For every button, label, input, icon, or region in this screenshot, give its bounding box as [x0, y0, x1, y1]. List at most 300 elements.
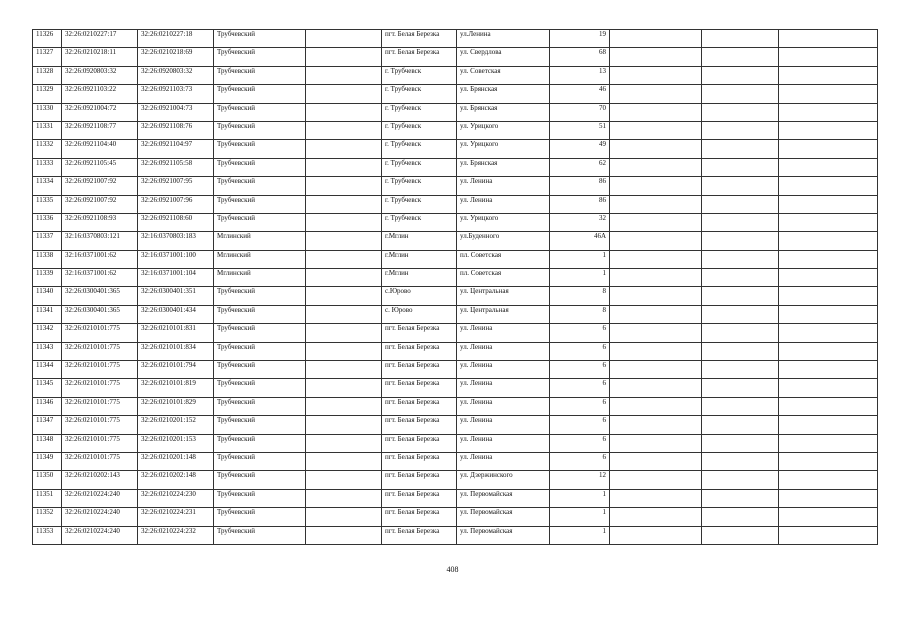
- cell-settlement: г.Мглин: [382, 232, 457, 250]
- cell-column-9: [610, 287, 702, 305]
- cell-column-5: [306, 489, 382, 507]
- table-row: [33, 250, 878, 268]
- cell-column-5: [306, 85, 382, 103]
- cell-cadastral-number-parcel: 32:26:0210224:240: [62, 489, 138, 507]
- table-row: [33, 342, 878, 360]
- cell-cadastral-number-object: 32:26:0210201:152: [138, 416, 214, 434]
- cell-district: Трубчевский: [214, 508, 306, 526]
- registry-table: [32, 29, 878, 545]
- cell-settlement: пгт. Белая Березка: [382, 48, 457, 66]
- cell-cadastral-number-parcel: 32:26:0210101:775: [62, 342, 138, 360]
- table-row: [33, 103, 878, 121]
- table-row: [33, 324, 878, 342]
- table-row: [33, 379, 878, 397]
- cell-row-number: 11340: [33, 287, 62, 305]
- cell-column-10: [702, 416, 779, 434]
- cell-cadastral-number-object: 32:16:0370803:183: [138, 232, 214, 250]
- cell-column-11: [779, 232, 878, 250]
- cell-row-number: 11351: [33, 489, 62, 507]
- cell-column-5: [306, 158, 382, 176]
- cell-column-11: [779, 452, 878, 470]
- cell-house-number: 6: [550, 452, 610, 470]
- cell-column-11: [779, 103, 878, 121]
- cell-column-10: [702, 30, 779, 48]
- table-row: [33, 66, 878, 84]
- cell-column-9: [610, 232, 702, 250]
- cell-row-number: 11349: [33, 452, 62, 470]
- cell-column-5: [306, 195, 382, 213]
- cell-district: Трубчевский: [214, 195, 306, 213]
- table-row: [33, 140, 878, 158]
- cell-row-number: 11332: [33, 140, 62, 158]
- cell-street: ул. Урицкого: [457, 213, 550, 231]
- cell-cadastral-number-object: 32:26:0921105:58: [138, 158, 214, 176]
- cell-district: Трубчевский: [214, 121, 306, 139]
- cell-district: Трубчевский: [214, 342, 306, 360]
- cell-cadastral-number-object: 32:16:0371001:100: [138, 250, 214, 268]
- cell-row-number: 11342: [33, 324, 62, 342]
- cell-house-number: 13: [550, 66, 610, 84]
- cell-district: Трубчевский: [214, 213, 306, 231]
- cell-column-11: [779, 269, 878, 287]
- cell-column-5: [306, 66, 382, 84]
- cell-district: Трубчевский: [214, 66, 306, 84]
- cell-column-9: [610, 471, 702, 489]
- cell-column-10: [702, 305, 779, 323]
- cell-column-11: [779, 508, 878, 526]
- cell-street: ул. Ленина: [457, 397, 550, 415]
- cell-column-10: [702, 121, 779, 139]
- cell-street: ул. Ленина: [457, 416, 550, 434]
- cell-row-number: 11335: [33, 195, 62, 213]
- cell-row-number: 11329: [33, 85, 62, 103]
- cell-street: ул. Урицкого: [457, 121, 550, 139]
- cell-district: Трубчевский: [214, 526, 306, 544]
- cell-house-number: 8: [550, 287, 610, 305]
- cell-settlement: пгт. Белая Березка: [382, 379, 457, 397]
- cell-house-number: 1: [550, 269, 610, 287]
- cell-settlement: г.Мглин: [382, 269, 457, 287]
- cell-house-number: 46А: [550, 232, 610, 250]
- cell-column-9: [610, 213, 702, 231]
- cell-column-9: [610, 397, 702, 415]
- cell-district: Трубчевский: [214, 140, 306, 158]
- cell-street: ул. Ленина: [457, 324, 550, 342]
- cell-district: Мглинский: [214, 250, 306, 268]
- cell-cadastral-number-parcel: 32:26:0210202:143: [62, 471, 138, 489]
- cell-street: ул. Ленина: [457, 452, 550, 470]
- cell-settlement: г. Трубчевск: [382, 85, 457, 103]
- cell-district: Трубчевский: [214, 397, 306, 415]
- cell-column-11: [779, 324, 878, 342]
- cell-cadastral-number-parcel: 32:16:0370803:121: [62, 232, 138, 250]
- cell-column-11: [779, 361, 878, 379]
- cell-cadastral-number-object: 32:26:0921103:73: [138, 85, 214, 103]
- cell-house-number: 86: [550, 195, 610, 213]
- cell-house-number: 19: [550, 30, 610, 48]
- cell-column-10: [702, 66, 779, 84]
- cell-district: Трубчевский: [214, 30, 306, 48]
- cell-cadastral-number-parcel: 32:26:0210101:775: [62, 452, 138, 470]
- cell-row-number: 11345: [33, 379, 62, 397]
- cell-cadastral-number-parcel: 32:26:0210227:17: [62, 30, 138, 48]
- cell-column-5: [306, 305, 382, 323]
- cell-column-5: [306, 397, 382, 415]
- cell-cadastral-number-object: 32:26:0921004:73: [138, 103, 214, 121]
- cell-cadastral-number-object: 32:26:0210224:230: [138, 489, 214, 507]
- table-row: [33, 287, 878, 305]
- table-row: [33, 85, 878, 103]
- cell-column-11: [779, 489, 878, 507]
- cell-cadastral-number-object: 32:26:0210224:232: [138, 526, 214, 544]
- cell-column-11: [779, 305, 878, 323]
- cell-cadastral-number-object: 32:26:0210202:148: [138, 471, 214, 489]
- cell-settlement: пгт. Белая Березка: [382, 471, 457, 489]
- cell-column-11: [779, 30, 878, 48]
- cell-row-number: 11336: [33, 213, 62, 231]
- cell-column-10: [702, 379, 779, 397]
- cell-cadastral-number-parcel: 32:26:0921108:93: [62, 213, 138, 231]
- cell-row-number: 11334: [33, 177, 62, 195]
- cell-row-number: 11338: [33, 250, 62, 268]
- cell-column-5: [306, 287, 382, 305]
- cell-column-11: [779, 250, 878, 268]
- cell-column-5: [306, 416, 382, 434]
- cell-settlement: с. Юрово: [382, 305, 457, 323]
- cell-district: Трубчевский: [214, 416, 306, 434]
- cell-column-5: [306, 250, 382, 268]
- cell-cadastral-number-parcel: 32:26:0210101:775: [62, 434, 138, 452]
- cell-cadastral-number-parcel: 32:26:0921108:77: [62, 121, 138, 139]
- cell-district: Трубчевский: [214, 48, 306, 66]
- cell-column-10: [702, 361, 779, 379]
- cell-cadastral-number-object: 32:26:0921007:96: [138, 195, 214, 213]
- cell-column-10: [702, 324, 779, 342]
- cell-column-9: [610, 195, 702, 213]
- table-row: [33, 177, 878, 195]
- cell-row-number: 11328: [33, 66, 62, 84]
- cell-street: ул. Ленина: [457, 342, 550, 360]
- cell-cadastral-number-object: 32:26:0210201:148: [138, 452, 214, 470]
- cell-street: ул.Ленина: [457, 30, 550, 48]
- cell-cadastral-number-object: 32:26:0210227:18: [138, 30, 214, 48]
- cell-row-number: 11347: [33, 416, 62, 434]
- cell-district: Трубчевский: [214, 489, 306, 507]
- cell-column-9: [610, 305, 702, 323]
- cell-street: ул. Брянская: [457, 158, 550, 176]
- table-row: [33, 434, 878, 452]
- cell-column-9: [610, 342, 702, 360]
- cell-street: ул. Дзержинского: [457, 471, 550, 489]
- cell-street: ул. Первомайская: [457, 508, 550, 526]
- table-row: [33, 213, 878, 231]
- cell-column-9: [610, 103, 702, 121]
- cell-column-5: [306, 48, 382, 66]
- cell-column-11: [779, 66, 878, 84]
- cell-street: ул. Брянская: [457, 103, 550, 121]
- cell-column-9: [610, 250, 702, 268]
- cell-cadastral-number-parcel: 32:26:0921007:92: [62, 195, 138, 213]
- table-row: [33, 489, 878, 507]
- cell-settlement: г. Трубчевск: [382, 103, 457, 121]
- cell-column-9: [610, 361, 702, 379]
- cell-district: Трубчевский: [214, 177, 306, 195]
- cell-row-number: 11333: [33, 158, 62, 176]
- cell-district: Трубчевский: [214, 305, 306, 323]
- cell-house-number: 68: [550, 48, 610, 66]
- cell-column-10: [702, 287, 779, 305]
- cell-column-10: [702, 508, 779, 526]
- cell-house-number: 1: [550, 250, 610, 268]
- cell-column-11: [779, 177, 878, 195]
- cell-column-5: [306, 452, 382, 470]
- cell-cadastral-number-object: 32:26:0210101:831: [138, 324, 214, 342]
- cell-column-9: [610, 30, 702, 48]
- table-row: [33, 471, 878, 489]
- table-row: [33, 416, 878, 434]
- cell-row-number: 11353: [33, 526, 62, 544]
- cell-row-number: 11348: [33, 434, 62, 452]
- cell-row-number: 11330: [33, 103, 62, 121]
- cell-house-number: 49: [550, 140, 610, 158]
- cell-column-11: [779, 213, 878, 231]
- cell-column-10: [702, 213, 779, 231]
- cell-settlement: пгт. Белая Березка: [382, 361, 457, 379]
- cell-column-5: [306, 140, 382, 158]
- cell-row-number: 11326: [33, 30, 62, 48]
- cell-cadastral-number-parcel: 32:26:0920803:32: [62, 66, 138, 84]
- cell-cadastral-number-parcel: 32:26:0210224:240: [62, 508, 138, 526]
- cell-cadastral-number-parcel: 32:26:0210218:11: [62, 48, 138, 66]
- cell-column-10: [702, 471, 779, 489]
- cell-district: Трубчевский: [214, 434, 306, 452]
- cell-district: Трубчевский: [214, 103, 306, 121]
- cell-cadastral-number-object: 32:26:0210218:69: [138, 48, 214, 66]
- cell-settlement: с.Юрово: [382, 287, 457, 305]
- cell-settlement: пгт. Белая Березка: [382, 508, 457, 526]
- cell-cadastral-number-parcel: 32:26:0210101:775: [62, 397, 138, 415]
- cell-street: ул.Буденного: [457, 232, 550, 250]
- cell-cadastral-number-object: 32:26:0210101:794: [138, 361, 214, 379]
- cell-street: ул. Ленина: [457, 195, 550, 213]
- cell-column-9: [610, 416, 702, 434]
- cell-column-9: [610, 177, 702, 195]
- cell-cadastral-number-object: 32:26:0921108:60: [138, 213, 214, 231]
- cell-column-9: [610, 452, 702, 470]
- cell-settlement: пгт. Белая Березка: [382, 434, 457, 452]
- cell-column-9: [610, 140, 702, 158]
- cell-house-number: 8: [550, 305, 610, 323]
- cell-column-5: [306, 471, 382, 489]
- cell-cadastral-number-object: 32:26:0920803:32: [138, 66, 214, 84]
- cell-column-10: [702, 85, 779, 103]
- cell-house-number: 6: [550, 324, 610, 342]
- cell-cadastral-number-parcel: 32:26:0300401:365: [62, 305, 138, 323]
- cell-settlement: г. Трубчевск: [382, 195, 457, 213]
- cell-cadastral-number-parcel: 32:26:0210101:775: [62, 416, 138, 434]
- cell-house-number: 6: [550, 342, 610, 360]
- cell-cadastral-number-object: 32:26:0300401:434: [138, 305, 214, 323]
- cell-row-number: 11343: [33, 342, 62, 360]
- cell-house-number: 46: [550, 85, 610, 103]
- cell-street: ул. Советская: [457, 66, 550, 84]
- cell-column-10: [702, 250, 779, 268]
- cell-column-5: [306, 30, 382, 48]
- cell-house-number: 1: [550, 489, 610, 507]
- cell-settlement: пгт. Белая Березка: [382, 416, 457, 434]
- cell-house-number: 51: [550, 121, 610, 139]
- cell-settlement: г. Трубчевск: [382, 66, 457, 84]
- cell-cadastral-number-object: 32:16:0371001:104: [138, 269, 214, 287]
- cell-house-number: 6: [550, 379, 610, 397]
- cell-row-number: 11339: [33, 269, 62, 287]
- cell-column-11: [779, 416, 878, 434]
- cell-column-11: [779, 48, 878, 66]
- cell-column-10: [702, 269, 779, 287]
- cell-street: ул. Центральная: [457, 287, 550, 305]
- cell-column-9: [610, 489, 702, 507]
- cell-column-5: [306, 103, 382, 121]
- cell-column-11: [779, 140, 878, 158]
- cell-street: ул. Свердлова: [457, 48, 550, 66]
- cell-row-number: 11344: [33, 361, 62, 379]
- cell-street: ул. Ленина: [457, 379, 550, 397]
- cell-column-5: [306, 121, 382, 139]
- page-number: 408: [446, 565, 459, 574]
- cell-column-11: [779, 195, 878, 213]
- cell-cadastral-number-parcel: 32:16:0371001:62: [62, 269, 138, 287]
- cell-column-11: [779, 434, 878, 452]
- cell-cadastral-number-object: 32:26:0300401:351: [138, 287, 214, 305]
- registry-table-body: [33, 30, 878, 545]
- cell-street: ул. Урицкого: [457, 140, 550, 158]
- table-row: [33, 361, 878, 379]
- cell-settlement: г.Мглин: [382, 250, 457, 268]
- cell-column-5: [306, 508, 382, 526]
- cell-district: Трубчевский: [214, 452, 306, 470]
- cell-settlement: пгт. Белая Березка: [382, 489, 457, 507]
- cell-column-11: [779, 379, 878, 397]
- cell-settlement: пгт. Белая Березка: [382, 452, 457, 470]
- cell-house-number: 12: [550, 471, 610, 489]
- cell-column-9: [610, 66, 702, 84]
- cell-settlement: г. Трубчевск: [382, 213, 457, 231]
- cell-column-10: [702, 489, 779, 507]
- cell-column-9: [610, 526, 702, 544]
- cell-house-number: 86: [550, 177, 610, 195]
- cell-row-number: 11337: [33, 232, 62, 250]
- cell-cadastral-number-parcel: 32:26:0300401:365: [62, 287, 138, 305]
- cell-column-11: [779, 85, 878, 103]
- cell-settlement: пгт. Белая Березка: [382, 342, 457, 360]
- cell-column-10: [702, 397, 779, 415]
- cell-street: пл. Советская: [457, 269, 550, 287]
- cell-settlement: г. Трубчевск: [382, 140, 457, 158]
- cell-column-9: [610, 434, 702, 452]
- cell-column-5: [306, 324, 382, 342]
- cell-column-5: [306, 213, 382, 231]
- cell-district: Трубчевский: [214, 379, 306, 397]
- cell-cadastral-number-parcel: 32:26:0921007:92: [62, 177, 138, 195]
- table-row: [33, 508, 878, 526]
- table-row: [33, 48, 878, 66]
- cell-settlement: пгт. Белая Березка: [382, 30, 457, 48]
- cell-row-number: 11350: [33, 471, 62, 489]
- cell-district: Мглинский: [214, 232, 306, 250]
- cell-column-11: [779, 342, 878, 360]
- cell-column-5: [306, 361, 382, 379]
- table-row: [33, 232, 878, 250]
- cell-cadastral-number-parcel: 32:26:0210101:775: [62, 361, 138, 379]
- cell-house-number: 70: [550, 103, 610, 121]
- cell-column-9: [610, 85, 702, 103]
- cell-column-9: [610, 379, 702, 397]
- cell-column-10: [702, 434, 779, 452]
- cell-column-10: [702, 177, 779, 195]
- cell-cadastral-number-object: 32:26:0210101:829: [138, 397, 214, 415]
- cell-district: Трубчевский: [214, 85, 306, 103]
- cell-column-10: [702, 232, 779, 250]
- cell-cadastral-number-parcel: 32:16:0371001:62: [62, 250, 138, 268]
- cell-house-number: 6: [550, 416, 610, 434]
- cell-house-number: 6: [550, 434, 610, 452]
- cell-house-number: 6: [550, 361, 610, 379]
- cell-column-10: [702, 48, 779, 66]
- table-row: [33, 269, 878, 287]
- cell-column-11: [779, 397, 878, 415]
- cell-street: ул. Брянская: [457, 85, 550, 103]
- table-row: [33, 30, 878, 48]
- cell-cadastral-number-object: 32:26:0921108:76: [138, 121, 214, 139]
- cell-settlement: пгт. Белая Березка: [382, 526, 457, 544]
- table-row: [33, 452, 878, 470]
- cell-column-9: [610, 48, 702, 66]
- cell-cadastral-number-parcel: 32:26:0921104:40: [62, 140, 138, 158]
- cell-column-10: [702, 452, 779, 470]
- cell-street: ул. Центральная: [457, 305, 550, 323]
- cell-column-11: [779, 287, 878, 305]
- cell-column-9: [610, 508, 702, 526]
- cell-row-number: 11327: [33, 48, 62, 66]
- cell-district: Трубчевский: [214, 158, 306, 176]
- cell-house-number: 62: [550, 158, 610, 176]
- cell-cadastral-number-object: 32:26:0210101:819: [138, 379, 214, 397]
- cell-column-11: [779, 158, 878, 176]
- cell-column-9: [610, 324, 702, 342]
- cell-column-11: [779, 121, 878, 139]
- cell-column-10: [702, 195, 779, 213]
- cell-street: ул. Первомайская: [457, 489, 550, 507]
- table-row: [33, 121, 878, 139]
- cell-house-number: 6: [550, 397, 610, 415]
- cell-settlement: г. Трубчевск: [382, 177, 457, 195]
- cell-cadastral-number-object: 32:26:0210101:834: [138, 342, 214, 360]
- cell-street: ул. Ленина: [457, 434, 550, 452]
- cell-house-number: 1: [550, 508, 610, 526]
- cell-cadastral-number-parcel: 32:26:0921105:45: [62, 158, 138, 176]
- cell-column-10: [702, 158, 779, 176]
- cell-cadastral-number-object: 32:26:0210224:231: [138, 508, 214, 526]
- cell-settlement: г. Трубчевск: [382, 121, 457, 139]
- cell-cadastral-number-object: 32:26:0921104:97: [138, 140, 214, 158]
- cell-district: Трубчевский: [214, 361, 306, 379]
- cell-settlement: г. Трубчевск: [382, 158, 457, 176]
- cell-column-11: [779, 526, 878, 544]
- cell-column-10: [702, 103, 779, 121]
- cell-row-number: 11352: [33, 508, 62, 526]
- cell-column-5: [306, 342, 382, 360]
- cell-settlement: пгт. Белая Березка: [382, 324, 457, 342]
